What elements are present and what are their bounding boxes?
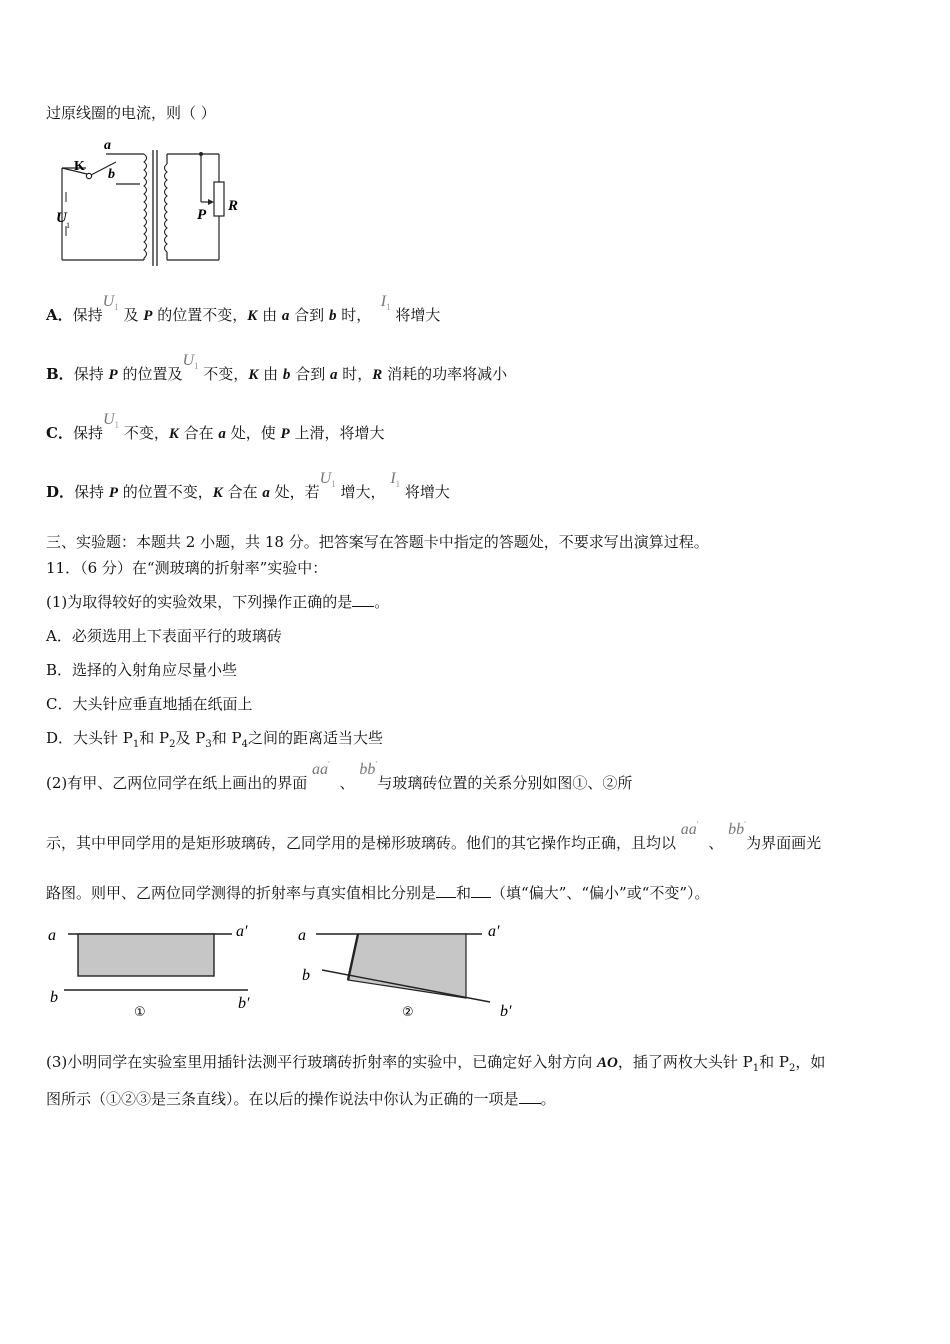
q11-part3-line1: (3)小明同学在实验室里用插针法测平行玻璃砖折射率的实验中，已确定好入射方向 AO，插了两枚大头针 $P_1$和 $P_2$，如: [46, 1053, 826, 1074]
symbol-U1: $U_1$: [102, 411, 120, 431]
label-P: P: [197, 207, 207, 223]
slider-arrow: [208, 199, 214, 205]
fig2-label-a: a: [298, 927, 306, 944]
label-b: b: [108, 167, 115, 182]
label-U1: U: [56, 210, 67, 226]
fig2-label-b: b: [302, 967, 310, 984]
label-K: K: [74, 159, 85, 174]
answer-blank[interactable]: [519, 1089, 541, 1104]
fig1-label-b: b: [50, 989, 58, 1006]
fig1-label-b-prime: b′: [238, 995, 250, 1012]
option-letter: D．: [46, 483, 75, 501]
q11-option-B: B．选择的入射角应尽量小些: [46, 661, 238, 679]
option-letter: B．: [46, 365, 74, 383]
figure-2-trapezoid-glass: [296, 918, 526, 1030]
symbol-U1: $U_1$: [102, 293, 119, 313]
q11-option-C: C．大头针应垂直地插在纸面上: [46, 695, 253, 713]
question-11-head: 11．（6 分）在“测玻璃的折射率”实验中：: [46, 559, 328, 577]
q11-part2-line1: (2)有甲、乙两位同学在纸上画出的界面 aa′ 、 bb′与玻璃砖位置的关系分别如图①、②所: [46, 759, 633, 792]
fig2-number: ②: [402, 1005, 414, 1020]
symbol-I1: $I_1$: [390, 470, 401, 490]
q11-part3-line2: 图所示（①②③是三条直线）。在以后的操作说法中你认为正确的一项是 。: [46, 1090, 556, 1108]
switch-pivot: [86, 173, 91, 178]
fig1-label-a-prime: a′: [236, 923, 248, 940]
fig1-number: ①: [134, 1005, 146, 1020]
label-U1-sub: 1: [66, 221, 70, 230]
q11-option-D: D．大头针 $P_1$和 $P_2$及 $P_3$和 $P_4$之间的距离适当大些: [46, 729, 384, 750]
option-B: B．保持 P 的位置及$U_1$ 不变，K 由 b 合到 a 时，R 消耗的功率将减小: [46, 352, 508, 383]
interface-bb: bb′: [359, 759, 378, 778]
symbol-U1: $U_1$: [319, 470, 336, 490]
q11-option-A: A．必须选用上下表面平行的玻璃砖: [46, 627, 282, 645]
label-R: R: [228, 198, 239, 214]
primary-coil: [144, 154, 147, 258]
resistor-R: [214, 182, 224, 216]
label-a: a: [104, 138, 111, 153]
answer-blank-2[interactable]: [471, 883, 491, 898]
option-A: A．保持$U_1$ 及 P 的位置不变，K 由 a 合到 b 时， $I_1$ 将增大: [46, 293, 441, 324]
section-heading: 三、实验题：本题共 2 小题，共 18 分。把答案写在答题卡中指定的答题处，不要求写出演算过程。: [46, 533, 709, 551]
q11-part2-line2: 示，其中甲同学用的是矩形玻璃砖，乙同学用的是梯形玻璃砖。他们的其它操作均正确，且均以 aa′ 、 bb′为界面画光: [46, 819, 822, 852]
option-D: D．保持 P 的位置不变，K 合在 a 处，若$U_1$ 增大， $I_1$ 将增大: [46, 470, 450, 501]
answer-blank-1[interactable]: [436, 883, 456, 898]
symbol-I1: $I_1$: [380, 293, 391, 313]
option-letter: C．: [46, 424, 73, 442]
interface-aa: aa′: [680, 819, 699, 838]
answer-blank[interactable]: [352, 592, 374, 607]
transformer-circuit-figure: [46, 136, 256, 271]
fig1-label-a: a: [48, 927, 56, 944]
option-C: C．保持$U_1$ 不变，K 合在 a 处，使 P 上滑，将增大: [46, 411, 385, 442]
glass-block: [78, 934, 214, 976]
secondary-coil: [165, 164, 168, 252]
symbol-U1: $U_1$: [182, 352, 199, 372]
q11-part2-line3: 路图。则甲、乙两位同学测得的折射率与真实值相比分别是 和 （填“偏大”、“偏小”或“不变”）。: [46, 884, 710, 902]
fig2-label-a-prime: a′: [488, 923, 500, 940]
glass-block: [348, 934, 466, 998]
option-letter: A．: [46, 306, 73, 324]
interface-aa: aa′: [312, 759, 330, 778]
fig2-label-b-prime: b′: [500, 1003, 512, 1020]
q11-part1: (1)为取得较好的实验效果，下列操作正确的是 。: [46, 593, 390, 611]
intro-text: 过原线圈的电流，则（ ）: [46, 104, 216, 122]
figure-1-rectangular-glass: [46, 918, 276, 1030]
interface-bb: bb′: [728, 819, 747, 838]
